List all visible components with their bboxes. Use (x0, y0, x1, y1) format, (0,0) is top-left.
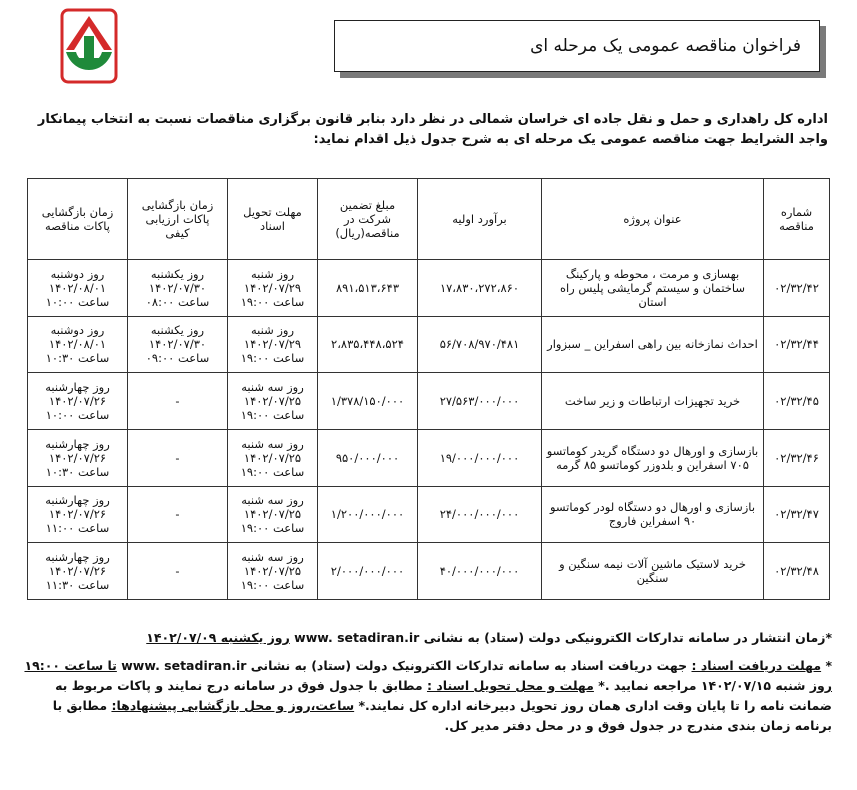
table-row (28, 316, 830, 373)
quality-eval-opening: - (128, 486, 228, 543)
tender-number: ۰۲/۳۲/۴۶ (764, 429, 830, 486)
quality-eval-opening: - (128, 373, 228, 430)
guarantee-amount: ۹۵۰/۰۰۰/۰۰۰ (318, 429, 418, 486)
header-guarantee-amount: مبلغ تضمین شرکت در مناقصه(ریال) (318, 179, 418, 260)
delivery-deadline: روز سه شنبه ۱۴۰۲/۰۷/۲۵ ساعت ۱۹:۰۰ (228, 486, 318, 543)
initial-estimate: ۵۶/۷۰۸/۹۷۰/۴۸۱ (418, 316, 542, 373)
note-delivery-label: مهلت و محل تحویل اسناد : (426, 678, 594, 693)
note-receipt-label: مهلت دریافت اسناد : (691, 658, 822, 673)
header-project-title: عنوان پروژه (542, 179, 764, 260)
note-receipt-deadline: تا ساعت ۱۹:۰۰ روز (24, 658, 832, 693)
header-tender-opening: زمان بازگشایی پاکات مناقصه (28, 179, 128, 260)
tender-opening: روز چهارشنبه ۱۴۰۲/۰۷/۲۶ ساعت ۱۱:۰۰ (28, 486, 128, 543)
delivery-deadline: روز شنبه ۱۴۰۲/۰۷/۲۹ ساعت ۱۹:۰۰ (228, 260, 318, 317)
note-delivery-text: مطابق با جدول فوق در سامانه درج نمایند و پاکات مربوط به ضمانت نامه را تا پایان وقت اداری همان روز تحویل دبیرخانه اداره کل نمایند.* (55, 678, 832, 713)
note-publication-text: *زمان انتشار در سامانه تدارکات الکترونیکی دولت (ستاد) به نشانی (423, 630, 832, 645)
quality-eval-opening: روز یکشنبه ۱۴۰۲/۰۷/۳۰ ساعت ۰۹:۰۰ (128, 316, 228, 373)
guarantee-amount: ۱/۳۷۸/۱۵۰/۰۰۰ (318, 373, 418, 430)
guarantee-amount: ۲/۰۰۰/۰۰۰/۰۰۰ (318, 543, 418, 600)
guarantee-amount: ۲،۸۳۵،۴۴۸،۵۲۴ (318, 316, 418, 373)
tender-number: ۰۲/۳۲/۴۷ (764, 486, 830, 543)
project-title: بهسازی و مرمت ، محوطه و پارکینگ ساختمان و سیستم گرمایشی پلیس راه استان (542, 260, 764, 317)
tender-opening: روز چهارشنبه ۱۴۰۲/۰۷/۲۶ ساعت ۱۰:۰۰ (28, 373, 128, 430)
initial-estimate: ۲۷/۵۶۳/۰۰۰/۰۰۰ (418, 373, 542, 430)
table-row (28, 373, 830, 430)
note-receipt-date: شنبه ۱۴۰۲/۰۷/۱۵ مراجعه نمایید .* (598, 678, 806, 693)
initial-estimate: ۱۷،۸۳۰،۲۷۲،۸۶۰ (418, 260, 542, 317)
table-row (28, 543, 830, 600)
header-delivery-deadline: مهلت تحویل اسناد (228, 179, 318, 260)
organization-logo-icon (44, 6, 134, 86)
note-receipt-star: * (825, 658, 832, 673)
initial-estimate: ۱۹/۰۰۰/۰۰۰/۰۰۰ (418, 429, 542, 486)
note-publication-date: روز یکشنبه ۱۴۰۲/۰۷/۰۹ (146, 630, 290, 645)
setadiran-url-link[interactable]: www. setadiran.ir (294, 630, 420, 645)
project-title: خرید لاستیک ماشین آلات نیمه سنگین و سنگین (542, 543, 764, 600)
tender-number: ۰۲/۳۲/۴۴ (764, 316, 830, 373)
quality-eval-opening: - (128, 543, 228, 600)
quality-eval-opening: روز یکشنبه ۱۴۰۲/۰۷/۳۰ ساعت ۰۸:۰۰ (128, 260, 228, 317)
initial-estimate: ۴۰/۰۰۰/۰۰۰/۰۰۰ (418, 543, 542, 600)
setadiran-url-link[interactable]: www. setadiran.ir (121, 658, 247, 673)
tender-number: ۰۲/۳۲/۴۵ (764, 373, 830, 430)
notes-section (22, 628, 832, 744)
tender-number: ۰۲/۳۲/۴۸ (764, 543, 830, 600)
header-quality-eval-opening: زمان بازگشایی پاکات ارزیابی کیفی (128, 179, 228, 260)
announcement-title: فراخوان مناقصه عمومی یک مرحله ای (530, 36, 801, 56)
guarantee-amount: ۱/۲۰۰/۰۰۰/۰۰۰ (318, 486, 418, 543)
tender-opening: روز چهارشنبه ۱۴۰۲/۰۷/۲۶ ساعت ۱۱:۳۰ (28, 543, 128, 600)
header-tender-number: شماره مناقصه (764, 179, 830, 260)
delivery-deadline: روز سه شنبه ۱۴۰۲/۰۷/۲۵ ساعت ۱۹:۰۰ (228, 373, 318, 430)
project-title: بازسازی و اورهال دو دستگاه گریدر کوماتسو ۷۰۵ اسفراین و بلدوزر کوماتسو ۸۵ گرمه (542, 429, 764, 486)
announcement-title-box (334, 20, 820, 72)
table-header-row (28, 179, 830, 260)
intro-paragraph: اداره کل راهداری و حمل و نقل جاده ای خراسان شمالی در نظر دارد بنابر قانون برگزاری مناقصات نسبت به انتخاب پیمانکار واجد الشرایط جهت مناقصه عمومی یک مرحله ای به شرح جدول ذیل اقدام نماید: (37, 112, 828, 147)
table-row (28, 429, 830, 486)
delivery-deadline: روز سه شنبه ۱۴۰۲/۰۷/۲۵ ساعت ۱۹:۰۰ (228, 429, 318, 486)
tender-number: ۰۲/۳۲/۴۲ (764, 260, 830, 317)
delivery-deadline: روز شنبه ۱۴۰۲/۰۷/۲۹ ساعت ۱۹:۰۰ (228, 316, 318, 373)
tender-opening: روز دوشنبه ۱۴۰۲/۰۸/۰۱ ساعت ۱۰:۰۰ (28, 260, 128, 317)
note-opening-text: مطابق با برنامه زمان بندی مندرج در جدول فوق و در محل دفتر مدیر کل. (52, 698, 832, 733)
project-title: بازسازی و اورهال دو دستگاه لودر کوماتسو ۹۰ اسفراین فاروج (542, 486, 764, 543)
table-row (28, 260, 830, 317)
tender-table (27, 178, 830, 600)
note-document-receipt (22, 656, 832, 736)
tender-opening: روز دوشنبه ۱۴۰۲/۰۸/۰۱ ساعت ۱۰:۳۰ (28, 316, 128, 373)
header-initial-estimate: برآورد اولیه (418, 179, 542, 260)
initial-estimate: ۲۴/۰۰۰/۰۰۰/۰۰۰ (418, 486, 542, 543)
project-title: احداث نمازخانه بین راهی اسفراین _ سبزوار (542, 316, 764, 373)
note-opening-label: ساعت،روز و محل بازگشایی پیشنهادها: (111, 698, 355, 713)
delivery-deadline: روز سه شنبه ۱۴۰۲/۰۷/۲۵ ساعت ۱۹:۰۰ (228, 543, 318, 600)
table-row (28, 486, 830, 543)
note-receipt-text: جهت دریافت اسناد به سامانه تدارکات الکترونیک دولت (ستاد) به نشانی (250, 658, 688, 673)
quality-eval-opening: - (128, 429, 228, 486)
guarantee-amount: ۸۹۱،۵۱۳،۶۴۳ (318, 260, 418, 317)
tender-opening: روز چهارشنبه ۱۴۰۲/۰۷/۲۶ ساعت ۱۰:۳۰ (28, 429, 128, 486)
project-title: خرید تجهیزات ارتباطات و زیر ساخت (542, 373, 764, 430)
note-publication (22, 628, 832, 648)
